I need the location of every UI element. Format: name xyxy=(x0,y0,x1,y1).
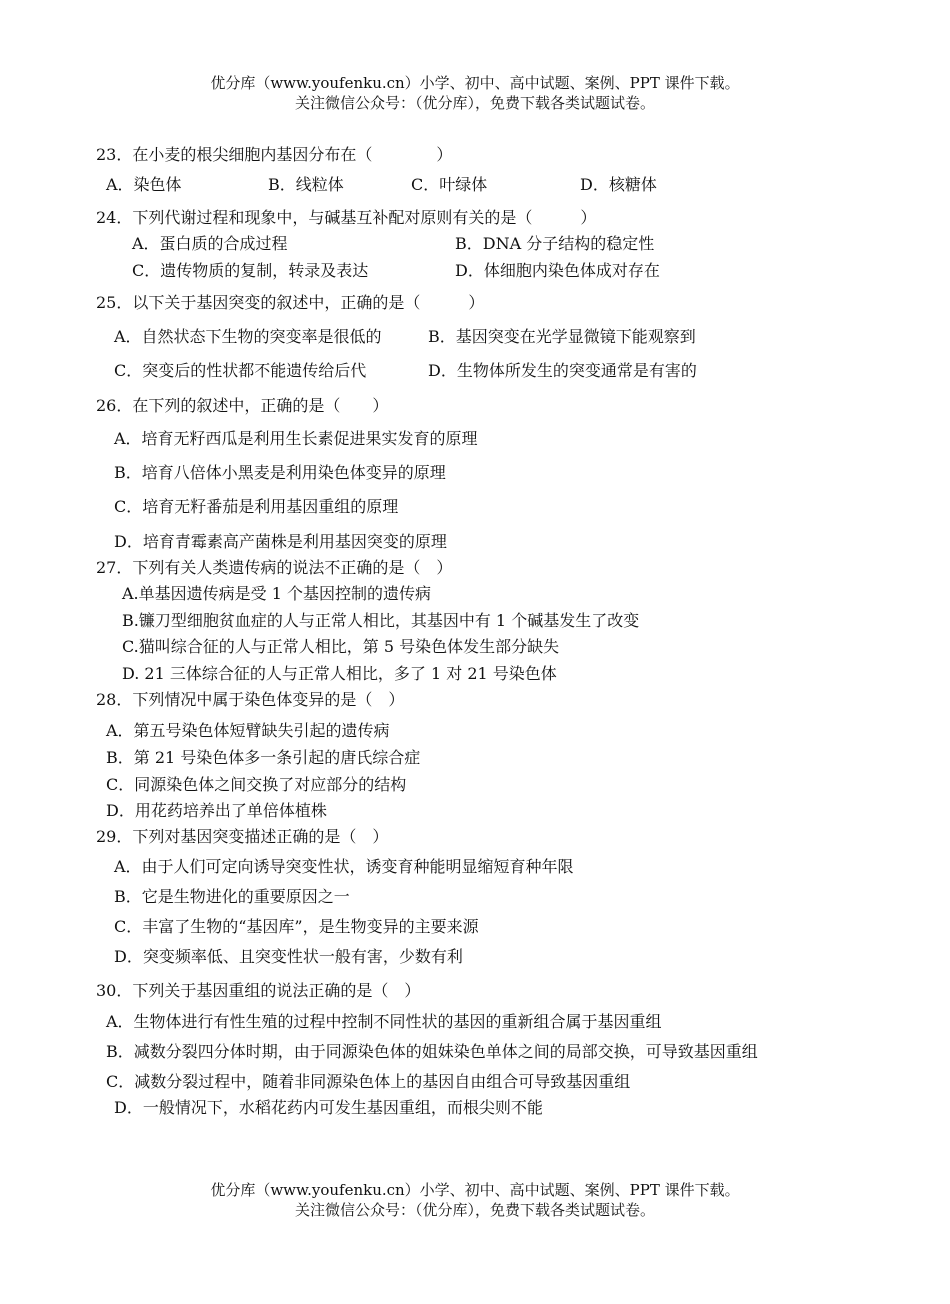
question-23-option-a: A．染色体 xyxy=(106,175,182,194)
question-27-option-a: A.单基因遗传病是受 1 个基因控制的遗传病 xyxy=(122,584,431,603)
question-23-stem: 23．在小麦的根尖细胞内基因分布在（ ） xyxy=(96,145,453,164)
question-26-stem: 26．在下列的叙述中，正确的是（ ） xyxy=(96,396,389,415)
question-24-stem: 24．下列代谢过程和现象中，与碱基互补配对原则有关的是（ ） xyxy=(96,208,597,227)
question-29-option-b: B．它是生物进化的重要原因之一 xyxy=(114,887,350,906)
question-28-option-b: B．第 21 号染色体多一条引起的唐氏综合症 xyxy=(106,748,421,767)
question-24-option-c: C．遗传物质的复制，转录及表达 xyxy=(132,261,369,280)
question-26-option-d: D．培育青霉素高产菌株是利用基因突变的原理 xyxy=(114,532,447,551)
question-28-option-c: C．同源染色体之间交换了对应部分的结构 xyxy=(106,775,407,794)
question-29-option-d: D．突变频率低、且突变性状一般有害，少数有利 xyxy=(114,947,463,966)
question-26-option-a: A．培育无籽西瓜是利用生长素促进果实发育的原理 xyxy=(114,429,478,448)
question-30-option-d: D．一般情况下，水稻花药内可发生基因重组，而根尖则不能 xyxy=(114,1098,543,1117)
question-28-option-d: D．用花药培养出了单倍体植株 xyxy=(106,801,327,820)
question-30-stem: 30．下列关于基因重组的说法正确的是（ ） xyxy=(96,981,421,1000)
question-23-option-d: D．核糖体 xyxy=(580,175,657,194)
question-30-option-a: A．生物体进行有性生殖的过程中控制不同性状的基因的重新组合属于基因重组 xyxy=(106,1012,662,1031)
question-28-stem: 28．下列情况中属于染色体变异的是（ ） xyxy=(96,690,405,709)
question-26-option-c: C．培育无籽番茄是利用基因重组的原理 xyxy=(114,497,399,516)
question-29-option-a: A．由于人们可定向诱导突变性状，诱变育种能明显缩短育种年限 xyxy=(114,857,574,876)
question-29-stem: 29．下列对基因突变描述正确的是（ ） xyxy=(96,827,389,846)
question-29-option-c: C．丰富了生物的“基因库”，是生物变异的主要来源 xyxy=(114,917,479,936)
header-line-1: 优分库（www.youfenku.cn）小学、初中、高中试题、案例、PPT 课件下载。 xyxy=(210,74,740,92)
question-28-option-a: A．第五号染色体短臂缺失引起的遗传病 xyxy=(106,721,390,740)
question-27-option-b: B.镰刀型细胞贫血症的人与正常人相比，其基因中有 1 个碱基发生了改变 xyxy=(122,611,640,630)
question-26-option-b: B．培育八倍体小黑麦是利用染色体变异的原理 xyxy=(114,463,446,482)
question-27-stem: 27．下列有关人类遗传病的说法不正确的是（ ） xyxy=(96,558,453,577)
question-24-option-b: B．DNA 分子结构的稳定性 xyxy=(455,234,655,253)
question-23-option-b: B．线粒体 xyxy=(268,175,344,194)
question-27-option-d: D. 21 三体综合征的人与正常人相比，多了 1 对 21 号染色体 xyxy=(122,664,557,683)
footer-line-1: 优分库（www.youfenku.cn）小学、初中、高中试题、案例、PPT 课件下载。 xyxy=(210,1181,740,1199)
question-25-option-a: A．自然状态下生物的突变率是很低的 xyxy=(114,327,382,346)
question-25-option-d: D．生物体所发生的突变通常是有害的 xyxy=(428,361,697,380)
question-30-option-c: C．减数分裂过程中，随着非同源染色体上的基因自由组合可导致基因重组 xyxy=(106,1072,631,1091)
question-25-stem: 25．以下关于基因突变的叙述中，正确的是（ ） xyxy=(96,293,485,312)
footer-line-2: 关注微信公众号：（优分库），免费下载各类试题试卷。 xyxy=(294,1201,655,1219)
question-25-option-b: B．基因突变在光学显微镜下能观察到 xyxy=(428,327,696,346)
question-30-option-b: B．减数分裂四分体时期，由于同源染色体的姐妹染色单体之间的局部交换，可导致基因重组 xyxy=(106,1042,758,1061)
question-23-option-c: C．叶绿体 xyxy=(411,175,488,194)
question-27-option-c: C.猫叫综合征的人与正常人相比，第 5 号染色体发生部分缺失 xyxy=(122,637,560,656)
question-25-option-c: C．突变后的性状都不能遗传给后代 xyxy=(114,361,367,380)
question-24-option-a: A．蛋白质的合成过程 xyxy=(132,234,288,253)
header-line-2: 关注微信公众号：（优分库），免费下载各类试题试卷。 xyxy=(294,94,655,112)
question-24-option-d: D．体细胞内染色体成对存在 xyxy=(455,261,660,280)
